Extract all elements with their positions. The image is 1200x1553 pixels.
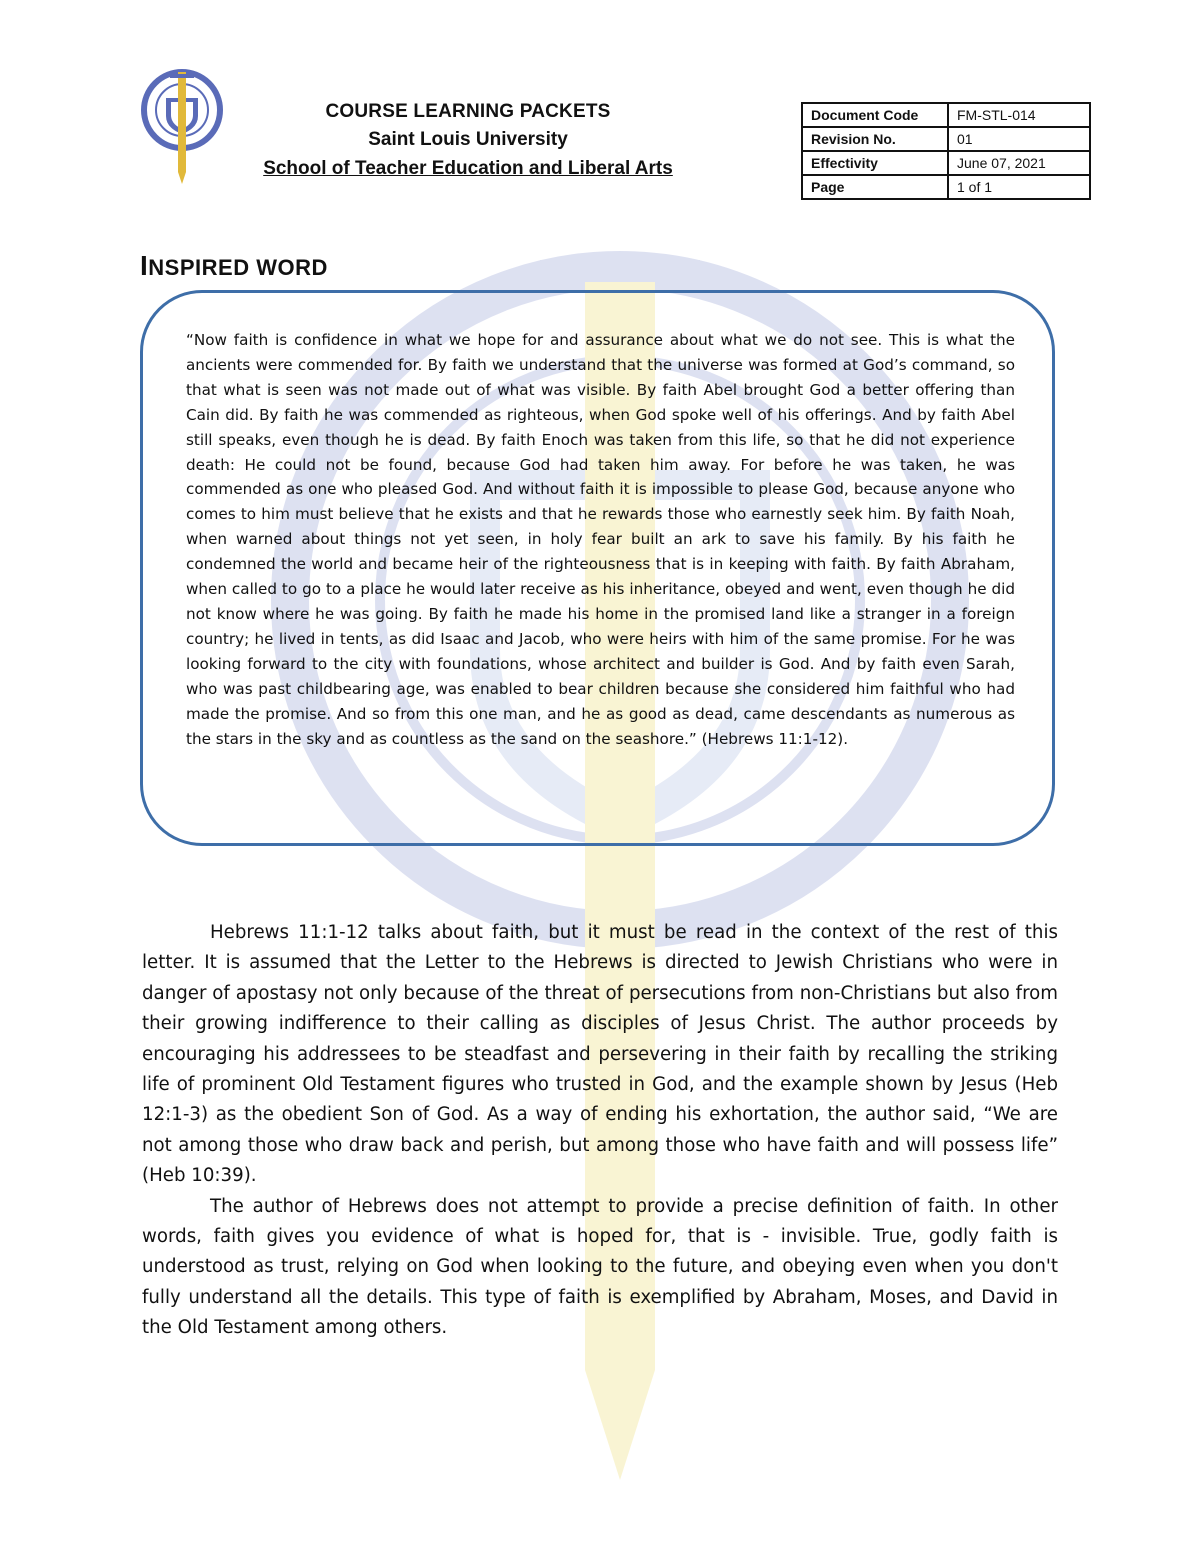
- table-row: [802, 151, 1090, 175]
- table-row: [802, 127, 1090, 151]
- effectivity-value: June 07, 2021: [948, 151, 1090, 175]
- doc-code-value: FM-STL-014: [948, 103, 1090, 127]
- document-header: [230, 98, 706, 184]
- page-label: Page: [802, 175, 948, 199]
- packet-title: COURSE LEARNING PACKETS: [325, 101, 611, 122]
- table-row: [802, 175, 1090, 199]
- revision-label: Revision No.: [802, 127, 948, 151]
- table-row: [802, 103, 1090, 127]
- page-value: 1 of 1: [948, 175, 1090, 199]
- section-title-initial: I: [140, 250, 149, 281]
- university-logo: [136, 68, 228, 186]
- effectivity-label: Effectivity: [802, 151, 948, 175]
- university-name: Saint Louis University: [368, 129, 568, 150]
- section-title-rest: NSPIRED WORD: [148, 255, 328, 280]
- paragraph: Hebrews 11:1-12 talks about faith, but it must be read in the context of the rest of this letter. It is assumed that the Letter to the Hebrews is directed to Jewish Christians who were in danger of apostasy not only because of the threat of persecutions from non-Christians but also from their growing indifference to their calling as disciples of Jesus Christ. The author proceeds by encouraging his addressees to be steadfast and persevering in their faith by recalling the striking life of prominent Old Testament figures who trusted in God, and the example shown by Jesus (Heb 12:1-3) as the obedient Son of God. As a way of ending his exhortation, the author said, “We are not among those who draw back and perish, but among those who have faith and will possess life” (Heb 10:39).: [142, 922, 1058, 1187]
- scripture-quote: “Now faith is confidence in what we hope for and assurance about what we do not see. This is what the ancients were commended for. By faith we understand that the universe was formed at God’s command, so that what is seen was not made out of what was visible. By faith Abel brought God a better offering than Cain did. By faith he was commended as righteous, when God spoke well of his offerings. And by faith Abel still speaks, even though he is dead. By faith Enoch was taken from this life, so that he did not experience death: He could not be found, because God had taken him away. For before he was taken, he was commended as one who pleased God. And without faith it is impossible to please God, because anyone who comes to him must believe that he exists and that he rewards those who earnestly seek him. By faith Noah, when warned about things not yet seen, in holy fear built an ark to save his family. By his faith he condemned the world and became heir of the righteousness that is in keeping with faith. By faith Abraham, when called to go to a place he would later receive as his inheritance, obeyed and went, even though he did not know where he was going. By faith he made his home in the promised land like a stranger in a foreign country; he lived in tents, as did Isaac and Jacob, who were heirs with him of the same promise. For he was looking forward to the city with foundations, whose architect and builder is God. And by faith even Sarah, who was past childbearing age, was enabled to bear children because she considered him faithful who had made the promise. And so from this one man, and he as good as dead, came descendants as numerous as the stars in the sky and as countless as the sand on the seashore.” (Hebrews 11:1-12).: [186, 331, 1015, 748]
- paragraph: The author of Hebrews does not attempt to provide a precise definition of faith. In other words, faith gives you evidence of what is hoped for, that is - invisible. True, godly faith is understood as trust, relying on God when looking to the future, and obeying even when you don't fully understand all the details. This type of faith is exemplified by Abraham, Moses, and David in the Old Testament among others.: [142, 1195, 1058, 1339]
- reflection-body: [142, 918, 1058, 1344]
- scripture-quote-box: [140, 290, 1055, 846]
- section-title: [140, 250, 328, 282]
- school-name: School of Teacher Education and Liberal Arts: [263, 158, 673, 179]
- doc-code-label: Document Code: [802, 103, 948, 127]
- document-info-table: [801, 102, 1091, 200]
- revision-value: 01: [948, 127, 1090, 151]
